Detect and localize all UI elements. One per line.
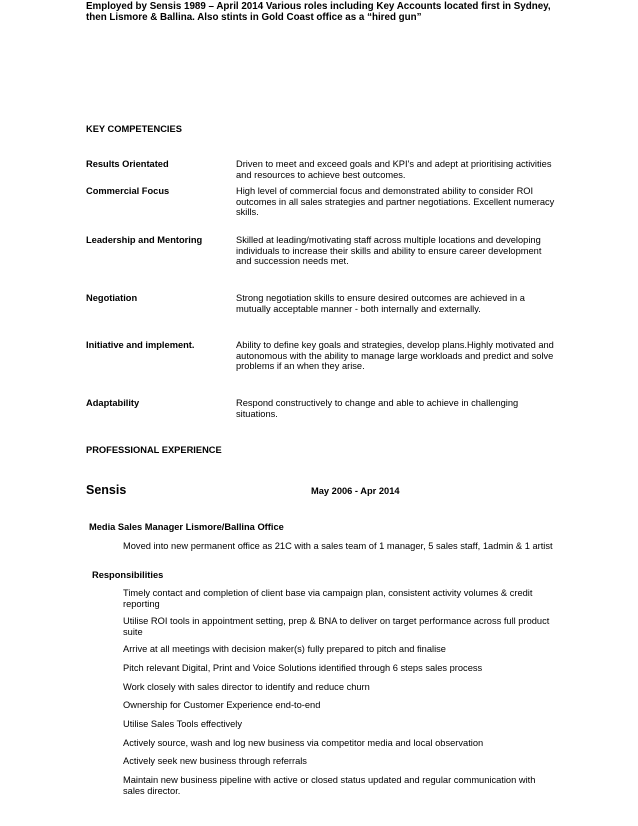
competency-label: Adaptability [86,398,140,408]
role-summary: Moved into new permanent office as 21C with a sales team of 1 manager, 5 sales staff, 1admin & 1 artist [123,541,553,551]
competency-description: Skilled at leading/motivating staff across multiple locations and developing individuals to increase their skills and ability to ensure career development and succession needs met. [236,235,542,266]
responsibility-item: Actively source, wash and log new business via competitor media and local observation [123,738,484,748]
responsibility-item: Maintain new business pipeline with active or closed status updated and regular communication with sales director. [123,775,536,796]
employment-dates: May 2006 - Apr 2014 [311,486,400,496]
competency-label: Initiative and implement. [86,340,195,350]
role-title: Media Sales Manager Lismore/Ballina Office [89,522,284,532]
employment-intro: Employed by Sensis 1989 – April 2014 Various roles including Key Accounts located first in Sydney, then Lismore & Ballina. Also stints in Gold Coast office as a “hired gun” [86,1,551,23]
responsibility-item: Ownership for Customer Experience end-to-end [123,700,321,710]
key-competencies-heading: KEY COMPETENCIES [86,124,182,134]
competency-description: Ability to define key goals and strategies, develop plans.Highly motivated and autonomous with the ability to manage large workloads and predict and solve problems if an when they arise. [236,340,554,371]
competency-label: Leadership and Mentoring [86,235,203,245]
responsibility-item: Timely contact and completion of client base via campaign plan, consistent activity volumes & credit reporting [123,588,533,609]
responsibility-item: Work closely with sales director to identify and reduce churn [123,682,370,692]
competency-description: High level of commercial focus and demonstrated ability to consider ROI outcomes in all sales strategies and partner negotiations. Excellent numeracy skills. [236,186,555,217]
competency-description: Respond constructively to change and able to achieve in challenging situations. [236,398,519,419]
responsibility-item: Utilise Sales Tools effectively [123,719,243,729]
competency-description: Driven to meet and exceed goals and KPI's and adept at prioritising activities and resources to achieve best outcomes. [236,159,552,180]
responsibilities-heading: Responsibilities [92,570,164,580]
professional-experience-heading: PROFESSIONAL EXPERIENCE [86,445,222,455]
responsibility-item: Actively seek new business through referrals [123,756,307,766]
responsibility-item: Utilise ROI tools in appointment setting, prep & BNA to deliver on target performance across full product suite [123,616,550,637]
competency-label: Commercial Focus [86,186,170,196]
competency-label: Results Orientated [86,159,169,169]
responsibility-item: Pitch relevant Digital, Print and Voice Solutions identified through 6 steps sales process [123,663,483,673]
responsibility-item: Arrive at all meetings with decision maker(s) fully prepared to pitch and finalise [123,644,446,654]
company-name: Sensis [86,483,127,497]
competency-label: Negotiation [86,293,138,303]
competency-description: Strong negotiation skills to ensure desired outcomes are achieved in a mutually acceptable manner - both internally and externally. [236,293,525,314]
